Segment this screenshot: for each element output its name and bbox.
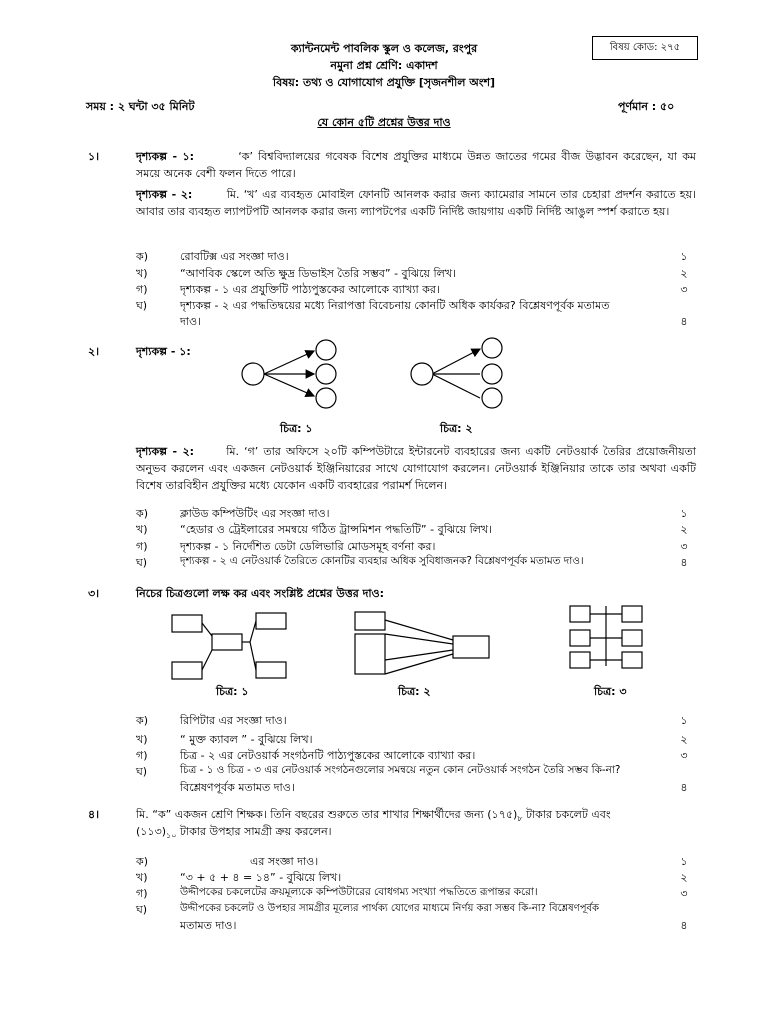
q4-number: ৪। bbox=[88, 808, 100, 821]
q2-fig2-target-node bbox=[482, 388, 502, 408]
q1-s1-text: ‘ক’ বিশ্ববিদ্যালয়ের গবেষক বিশেষ প্রযুক্তির মাধ্যমে উন্নত জাতের গমের বীজ উদ্ভাবন করেছেন, যা কম সময়ে অনেক বেশী ফলন দিতে পারে। bbox=[136, 150, 696, 180]
q1-item-text: দৃশ্যকল্প - ১ এর প্রযুক্তিটি পাঠ্যপুস্তকের আলোকে ব্যাখ্যা কর। bbox=[180, 283, 440, 296]
q4-item-text: “৩ + ৫ + ৪ = ১৪” - বুঝিয়ে লিখ। bbox=[180, 871, 342, 884]
q1-number: ১। bbox=[88, 150, 100, 163]
q3-fig3-node bbox=[570, 606, 590, 622]
exam-title: নমুনা প্রশ্ন শ্রেণি: একাদশ bbox=[330, 59, 438, 72]
q3-fig3-node bbox=[622, 652, 642, 668]
q3-item-mark: ৪ bbox=[680, 781, 688, 794]
q4-item-mark: ১ bbox=[680, 855, 688, 868]
q2-item-mark: ২ bbox=[680, 523, 688, 536]
q3-item-mark: ৩ bbox=[680, 749, 688, 762]
q1-item-text: “আণবিক স্কেলে অতি ক্ষুদ্র ডিভাইস তৈরি সম্ভব” - বুঝিয়ে লিখ। bbox=[180, 267, 457, 280]
q3-fig1-node bbox=[172, 662, 202, 679]
q4-stem-c: (১১৩) bbox=[136, 825, 167, 838]
school-name: ক্যান্টনমেন্ট পাবলিক স্কুল ও কলেজ, রংপুর bbox=[290, 42, 478, 55]
q2-fig2-caption: চিত্র: ২ bbox=[440, 422, 473, 435]
q2-fig1-target-node bbox=[316, 364, 336, 384]
q2-item-k: গ) bbox=[136, 540, 148, 553]
q2-item-mark: ৩ bbox=[680, 540, 688, 553]
q3-fig1-caption: চিত্র: ১ bbox=[216, 685, 249, 698]
q1-item-text-cont: দাও। bbox=[180, 315, 201, 328]
q1-item-k: গ) bbox=[136, 283, 148, 296]
q2-s1-label: দৃশ্যকল্প - ১: bbox=[136, 345, 191, 358]
q3-number: ৩। bbox=[88, 587, 100, 600]
q3-fig1-node bbox=[172, 615, 202, 632]
q1-item-mark: ১ bbox=[680, 250, 688, 263]
q4-item-mark: ৪ bbox=[680, 919, 688, 932]
q1-scenario-2 bbox=[136, 186, 696, 220]
q3-figure-2 bbox=[353, 610, 493, 676]
q1-s1-label: দৃশ্যকল্প - ১: bbox=[136, 150, 195, 163]
q1-item-mark: ৩ bbox=[680, 283, 688, 296]
q1-item-mark: ৪ bbox=[680, 315, 688, 328]
q3-fig3-node bbox=[622, 606, 642, 622]
q3-item-k: গ) bbox=[136, 749, 148, 762]
q3-fig1-node bbox=[256, 662, 286, 678]
q1-s2-text: মি. ‘খ’ এর ব্যবহৃত মোবাইল ফোনটি আনলক করার জন্য ক্যামেরার সামনে তার চেহারা প্রদর্শন করাতে হয়। আবার তার ব্যবহৃত ল্যাপটপটি আনলক করার জন্য ল্যাপটপের একটি নির্দিষ্ট জায়গায় একটি নির্দিষ্ট আঙুল স্পর্শ করাতে হয়। bbox=[136, 188, 697, 218]
q3-fig1-node bbox=[256, 613, 286, 629]
q4-stem-d: টাকার উপহার সামগ্রী ক্রয় করলেন। bbox=[176, 825, 332, 838]
q3-item-text: রিপিটার এর সংজ্ঞা দাও। bbox=[180, 714, 287, 727]
q3-item-text: “ মুক্ত ক্যাবল ” - বুঝিয়ে লিখ। bbox=[180, 733, 313, 746]
q1-item-text: দৃশ্যকল্প - ২ এর পদ্ধতিদ্বয়ের মধ্যে নিরাপত্তা বিবেচনায় কোনটি অধিক কার্যকর? বিশ্লেষণপূর্বক মতামত bbox=[180, 299, 610, 312]
q2-fig1-target-node bbox=[316, 340, 336, 360]
q3-fig2-node bbox=[355, 634, 385, 674]
q1-item-k: খ) bbox=[136, 267, 148, 280]
q2-scenario-2 bbox=[136, 443, 696, 494]
q2-fig2-source-node bbox=[411, 363, 433, 385]
q2-item-mark: ৪ bbox=[680, 556, 688, 569]
subject-title: বিষয়: তথ্য ও যোগাযোগ প্রযুক্তি [সৃজনশীল অংশ] bbox=[272, 76, 496, 89]
q3-item-k: ক) bbox=[136, 714, 148, 727]
q1-item-text: রোবটিক্স এর সংজ্ঞা দাও। bbox=[180, 250, 289, 263]
q4-base-10: ১০ bbox=[166, 831, 177, 841]
q2-item-mark: ১ bbox=[680, 507, 688, 520]
q2-s2-text: মি. ‘গ’ তার অফিসে ২০টি কম্পিউটারে ইন্টারনেট ব্যবহারের জন্য একটি নেটওয়ার্ক তৈরির প্রয়োজনীয়তা অনুভব করলেন এবং একজন নেটওয়ার্ক ইঞ্জিনিয়ারের সাথে যোগাযোগ করলেন। নেটওয়ার্ক ইঞ্জিনিয়ার তাকে তার অথবা একটি বিশেষ তারবিহীন প্রযুক্তির মধ্যে যেকোন একটি ব্যবহারের পরামর্শ দিলেন। bbox=[136, 445, 696, 492]
q2-figure-1 bbox=[240, 338, 350, 410]
q3-item-mark: ১ bbox=[680, 714, 688, 727]
q2-fig2-target-node bbox=[482, 338, 502, 358]
q4-item-k: খ) bbox=[136, 871, 148, 884]
q4-item-text: এর সংজ্ঞা দাও। bbox=[250, 855, 319, 868]
q2-item-text: “হেডার ও ট্রেইলারের সমন্বয়ে গঠিত ট্রান্সমিশন পদ্ধতিটি” - বুঝিয়ে লিখ। bbox=[180, 523, 493, 536]
q3-fig2-caption: চিত্র: ২ bbox=[398, 685, 431, 698]
q2-s2-label: দৃশ্যকল্প - ২: bbox=[136, 445, 194, 458]
q4-item-mark: ৩ bbox=[680, 887, 688, 900]
q4-item-text: উদ্দীপকের চকলেট ও উপহার সামগ্রীর মূল্যের পার্থক্য যোগের মাধ্যমে নির্ণয় করা সম্ভব কি-না? বিশ্লেষণপূর্বক bbox=[180, 903, 600, 914]
q4-item-k: গ) bbox=[136, 887, 148, 900]
q3-item-mark: ২ bbox=[680, 733, 688, 746]
q1-item-mark: ২ bbox=[680, 267, 688, 280]
subject-code-box: বিষয় কোড: ২৭৫ bbox=[592, 36, 698, 60]
q4-stem-line-2 bbox=[136, 823, 332, 843]
q3-stem: নিচের চিত্রগুলো লক্ষ কর এবং সংশ্লিষ্ট প্রশ্নের উত্তর দাও: bbox=[136, 587, 385, 600]
q2-fig1-caption: চিত্র: ১ bbox=[280, 422, 313, 435]
q3-fig1-center-node bbox=[212, 634, 242, 650]
q3-item-text-cont: বিশ্লেষণপূর্বক মতামত দাও। bbox=[180, 781, 295, 794]
q4-item-text-cont: মতামত দাও। bbox=[180, 919, 237, 932]
q2-figure-2 bbox=[410, 338, 510, 410]
q3-fig3-node bbox=[570, 652, 590, 668]
q3-fig2-node bbox=[453, 636, 489, 658]
q2-fig1-arrows bbox=[264, 351, 314, 396]
q2-item-text: দৃশ্যকল্প - ১ নির্দেশিত ডেটা ডেলিভারি মোডসমূহ বর্ণনা কর। bbox=[180, 540, 436, 553]
q1-item-k: ঘ) bbox=[136, 299, 148, 312]
q4-stem-a: মি. “ক” একজন শ্রেণি শিক্ষক। তিনি বছরের শুরুতে তার শাখার শিক্ষার্থীদের জন্য (১৭৫) bbox=[136, 808, 518, 821]
q1-scenario-1 bbox=[136, 148, 696, 182]
q2-item-k: খ) bbox=[136, 523, 148, 536]
q2-number: ২। bbox=[88, 345, 100, 358]
q4-item-mark: ২ bbox=[680, 871, 688, 884]
q3-item-text: চিত্র - ২ এর নেটওয়ার্ক সংগঠনটি পাঠ্যপুস্তকের আলোকে ব্যাখ্যা কর। bbox=[180, 749, 476, 762]
q3-fig2-hub-node bbox=[355, 612, 385, 630]
q2-item-text: দৃশ্যকল্প - ২ এ নেটওয়ার্ক তৈরিতে কোনটির ব্যবহার অধিক সুবিধাজনক? বিশ্লেষণপূর্বক মতামত দাও। bbox=[180, 555, 584, 567]
q2-item-k: ঘ) bbox=[136, 556, 148, 569]
q3-item-k: খ) bbox=[136, 733, 148, 746]
exam-time: সময় : ২ ঘন্টা ৩৫ মিনিট bbox=[86, 100, 195, 113]
q3-fig3-node bbox=[622, 630, 642, 646]
q4-item-k: ক) bbox=[136, 855, 148, 868]
q2-fig2-target-node bbox=[482, 364, 502, 384]
q3-item-text: চিত্র - ১ ও চিত্র - ৩ এর নেটওয়ার্ক সংগঠনগুলোর সমন্বয়ে নতুন কোন নেটওয়ার্ক সংগঠন তৈরি সম্ভব কি-না? bbox=[180, 764, 621, 776]
q1-s2-label: দৃশ্যকল্প - ২: bbox=[136, 188, 193, 201]
q3-figure-3 bbox=[566, 604, 646, 676]
full-marks: পূর্ণমান : ৫০ bbox=[618, 100, 675, 113]
q3-fig3-caption: চিত্র: ৩ bbox=[594, 685, 627, 698]
q2-item-text: ক্লাউড কম্পিউটিং এর সংজ্ঞা দাও। bbox=[180, 507, 330, 520]
q3-item-k: ঘ) bbox=[136, 765, 148, 778]
q1-item-k: ক) bbox=[136, 250, 148, 263]
q2-item-k: ক) bbox=[136, 507, 148, 520]
q3-figure-1 bbox=[170, 612, 290, 682]
q2-fig1-target-node bbox=[316, 388, 336, 408]
q4-item-k: ঘ) bbox=[136, 903, 148, 916]
instruction: যে কোন ৫টি প্রশ্নের উত্তর দাও bbox=[317, 116, 451, 129]
q4-stem-b: টাকার চকলেট এবং bbox=[522, 808, 611, 821]
q3-fig3-node bbox=[570, 630, 590, 646]
q4-item-text: উদ্দীপকের চকলেটের ক্রয়মূল্যকে কম্পিউটারের বোধগম্য সংখ্যা পদ্ধতিতে রূপান্তর করো। bbox=[180, 886, 538, 898]
q4-base-8: ৮ bbox=[517, 814, 523, 824]
q2-fig1-source-node bbox=[242, 363, 264, 385]
